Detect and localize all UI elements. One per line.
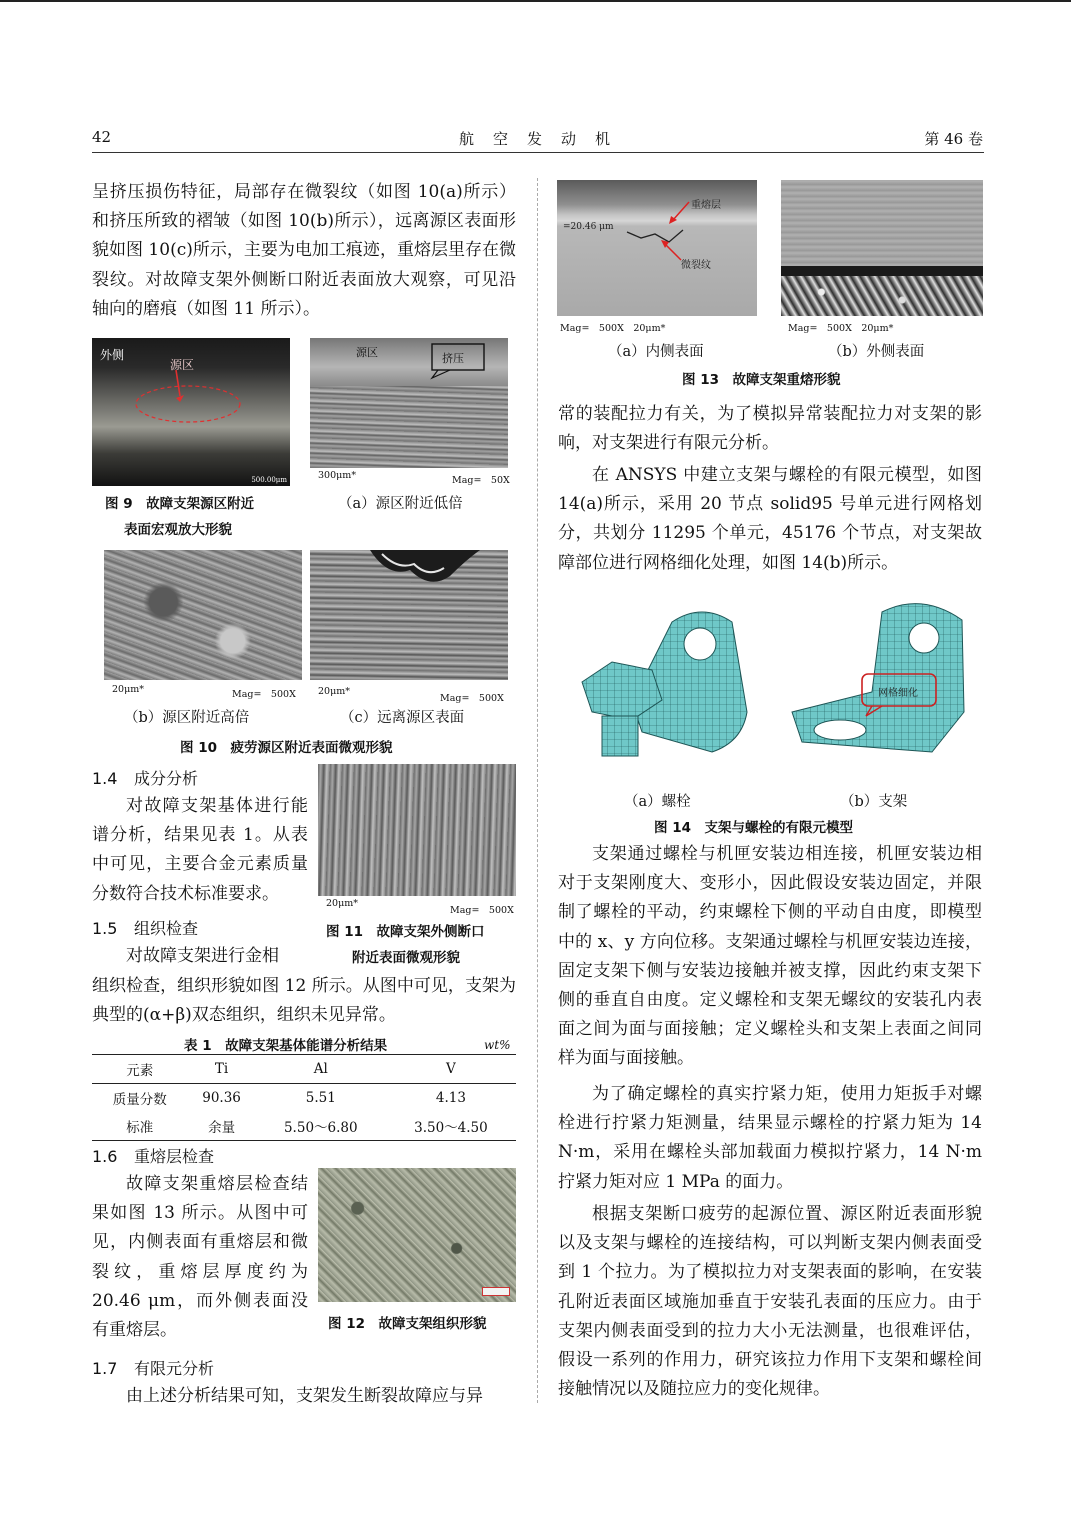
fig10b-scale: 20μm* — [112, 684, 145, 695]
page-number: 42 — [92, 128, 112, 146]
section-1-7-number: 1.7 — [92, 1359, 118, 1378]
fig10a-mag: Mag= 50X — [452, 475, 510, 486]
fig10a-label-source: 源区 — [356, 346, 378, 359]
fig13a-subcaption: （a）内侧表面 — [608, 344, 704, 360]
fig9-image — [92, 338, 290, 486]
table-cell: 4.13 — [435, 1090, 466, 1106]
section-1-4-paragraph: 对故障支架基体进行能谱分析，结果见表 1。从表中可见，主要合金元素质量分数符合技术标准要求。 — [92, 796, 308, 904]
right-paragraph-3: 支架通过螺栓与机匣安装边相连接，机匣安装边相对于支架刚度大、变形小，因此假设安装边固定，并限制了螺栓的平动，约束螺栓下侧的平动自由度，即模型中的 x、y 方向位移。支架通过螺栓与机匣安装边连接，固定支架下侧与安装边接触并被支撑，因此约束支架下侧的垂直自由度。定义螺栓和支架无螺纹的安装孔内表面之间为面与面接触；定义螺栓头和支架上表面之间同样为面与面接触。 — [558, 844, 982, 1069]
fig12-image — [318, 1168, 516, 1302]
fig10a-image — [310, 338, 508, 468]
fig10a-scale: 300μm* — [318, 470, 357, 481]
fig9-caption-line2: 表面宏观放大形貌 — [124, 522, 232, 538]
section-1-6-paragraph: 故障支架重熔层检查结果如图 13 所示。从图中可见，内侧表面有重熔层和微裂纹，重熔层厚度约为 20.46 μm，而外侧表面没有重熔层。 — [92, 1174, 308, 1341]
fig14-subcaption-b: （b）支架 — [840, 794, 908, 810]
section-1-6-number: 1.6 — [92, 1147, 118, 1166]
fig13b-scale: Mag= 500X 20μm* — [788, 323, 894, 334]
section-1-5-paragraph-start: 对故障支架进行金相 — [126, 946, 279, 966]
section-1-7-title: 有限元分析 — [134, 1359, 215, 1378]
table-cell: 余量 — [187, 1112, 255, 1141]
fig13b-subcaption: （b）外侧表面 — [828, 344, 925, 360]
fig13a-label-crack: 微裂纹 — [681, 260, 711, 271]
fig14-image — [572, 592, 972, 782]
fig14-label-refine: 网格细化 — [878, 688, 918, 699]
fig10c-subcaption: （c）远离源区表面 — [340, 710, 465, 726]
fig11-image — [318, 764, 516, 896]
fig10b-image — [104, 550, 302, 680]
section-1-5-number: 1.5 — [92, 919, 118, 938]
fig11-mag: Mag= 500X — [450, 905, 514, 916]
fig12-caption: 图 12 故障支架组织形貌 — [328, 1316, 487, 1332]
right-paragraph-2: 在 ANSYS 中建立支架与螺栓的有限元模型，如图 14(a)所示，采用 20 节点 solid95 号单元进行网格划分，共划分 11295 个单元，45176 个节点，对支架故障部位进行网格细化处理，如图 14(b)所示。 — [558, 465, 982, 573]
table1-unit: wt% — [484, 1038, 511, 1052]
fig11-caption-line2: 附近表面微观形貌 — [352, 950, 460, 966]
fig10c-scale: 20μm* — [318, 686, 351, 697]
fig9-caption-line1: 图 9 故障支架源区附近 — [105, 496, 255, 512]
journal-title: 航 空 发 动 机 — [458, 130, 612, 148]
fig14-subcaption-a: （a）螺栓 — [624, 794, 691, 810]
section-1-4-title: 成分分析 — [134, 769, 199, 788]
table1 — [92, 1054, 516, 1141]
table1-header-row — [92, 1055, 516, 1084]
table-row — [92, 1084, 516, 1113]
table-cell: 质量分数 — [112, 1092, 167, 1108]
right-paragraph-1: 常的装配拉力有关，为了模拟异常装配拉力对支架的影响，对支架进行有限元分析。 — [558, 404, 982, 454]
section-1-5-title: 组织检查 — [134, 919, 199, 938]
fig10a-label-box: 挤压 — [442, 352, 464, 365]
top-border — [0, 0, 1071, 2]
right-paragraph-4: 为了确定螺栓的真实拧紧力矩，使用力矩扳手对螺栓进行拧紧力矩测量，结果显示螺栓的拧紧力矩为 14 N·m，采用在螺栓头部加载面力模拟拧紧力，14 N·m 拧紧力矩对应 1 MPa 的面力。 — [558, 1084, 982, 1192]
header-rule — [92, 152, 984, 153]
left-paragraph-1: 呈挤压损伤特征，局部存在微裂纹（如图 10(a)所示）和挤压所致的褶皱（如图 10(b)所示），远离源区表面形貌如图 10(c)所示，主要为电加工痕迹，重熔层里存在微裂纹。对故障支架外侧断口附近表面放大观察，可见沿轴向的磨痕（如图 11 所示）。 — [92, 182, 516, 319]
table1-header-cell: Al — [256, 1055, 386, 1084]
right-paragraph-5: 根据支架断口疲劳的起源位置、源区附近表面形貌以及支架与螺栓的连接结构，可以判断支架内侧表面受到 1 个拉力。为了模拟拉力对支架表面的影响，在安装孔附近表面区域施加垂直于安装孔表面的压应力。由于支架内侧表面受到的拉力大小无法测量，也很难评估，假设一系列的作用力，研究该拉力作用下支架和螺栓间接触情况以及随拉应力的变化规律。 — [558, 1204, 982, 1400]
table-cell: 3.50～4.50 — [386, 1112, 516, 1141]
fig13a-image — [557, 180, 757, 316]
table-cell: 5.51 — [305, 1090, 336, 1106]
fig13a-label-layer: 重熔层 — [691, 200, 721, 211]
table-cell: 标准 — [92, 1112, 187, 1141]
fig11-scale: 20μm* — [326, 898, 359, 909]
section-1-7-heading — [92, 1356, 214, 1379]
section-1-7-paragraph: 由上述分析结果可知，支架发生断裂故障应与异 — [126, 1386, 483, 1406]
fig10b-mag: Mag= 500X — [232, 689, 296, 700]
fig13a-label-thickness: =20.46 μm — [563, 222, 614, 232]
fig10-caption: 图 10 疲劳源区附近表面微观形貌 — [180, 740, 393, 756]
fig10a-subcaption: （a）源区附近低倍 — [338, 496, 463, 512]
volume-label: 第 46 卷 — [924, 130, 983, 148]
table-row — [92, 1112, 516, 1141]
table1-header-cell: 元素 — [92, 1055, 187, 1084]
fig9-label-source: 源区 — [170, 358, 195, 372]
fig9-label-outer: 外侧 — [100, 348, 125, 362]
fig9-scale: 500.00μm — [251, 476, 287, 484]
fig10c-image — [310, 550, 508, 680]
fig11-caption-line1: 图 11 故障支架外侧断口 — [326, 924, 485, 940]
fig14-caption: 图 14 支架与螺栓的有限元模型 — [654, 820, 853, 836]
fig13-caption: 图 13 故障支架重熔形貌 — [682, 372, 841, 388]
table-cell: 5.50～6.80 — [256, 1112, 386, 1141]
fig13b-image — [781, 180, 983, 316]
column-divider — [537, 178, 538, 1403]
table1-caption: 表 1 故障支架基体能谱分析结果 — [184, 1038, 388, 1054]
section-1-5-paragraph: 组织检查，组织形貌如图 12 所示。从图中可见，支架为典型的(α+β)双态组织，组织未见异常。 — [92, 976, 516, 1026]
section-1-4-number: 1.4 — [92, 769, 118, 788]
table1-header-cell: V — [386, 1055, 516, 1084]
table-cell: 90.36 — [202, 1090, 241, 1106]
fig10b-subcaption: （b）源区附近高倍 — [124, 710, 250, 726]
section-1-4-heading — [92, 766, 198, 789]
section-1-6-title: 重熔层检查 — [134, 1147, 215, 1166]
section-1-6-heading — [92, 1144, 214, 1167]
table1-header-cell: Ti — [187, 1055, 255, 1084]
section-1-5-heading — [92, 916, 198, 939]
fig10c-mag: Mag= 500X — [440, 693, 504, 704]
fig13a-scale: Mag= 500X 20μm* — [560, 323, 666, 334]
